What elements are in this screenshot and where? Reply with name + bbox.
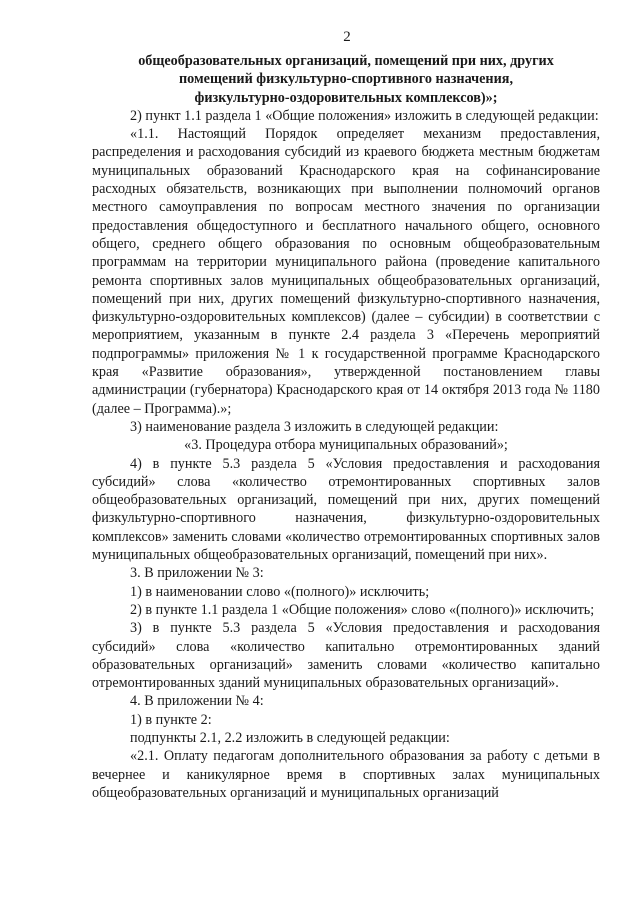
heading-line: помещений физкультурно-спортивного назначения, xyxy=(179,71,513,88)
paragraph-quote-1-1: «1.1. Настоящий Порядок определяет механизм предоставления, распределения и расходования субсидий из краевого бюджета местным бюджетам муниципальных образований Краснодарского края на софинансирование расходных обязательств, возникающих при выполнении полномочий органов местного самоуправления по вопросам местного значения по организации предоставления общедоступного и бесплатного начального общего, основного общего, среднего общего образования по основным общеобразовательным программам на территории муниципального района (проведение капитального ремонта спортивных залов муниципальных общеобразовательных организаций, помещений при них, других помещений физкультурно-спортивного назначения, физкультурно-оздоровительных комплексов) (далее – субсидии) в соответствии с мероприятием, указанным в пункте 2.4 раздела 3 «Перечень мероприятий подпрограммы» приложения № 1 к государственной программе Краснодарского края «Развитие образования», утвержденной постановлением главы администрации (губернатора) Краснодарского края от 14 октября 2013 года № 1180 (далее – Программа).»; xyxy=(92,126,600,417)
paragraph-appendix-3: 3. В приложении № 3: xyxy=(130,565,264,582)
page-number: 2 xyxy=(343,29,351,45)
heading-line: физкультурно-оздоровительных комплексов)»; xyxy=(194,89,498,106)
paragraph-appendix-3-item-2: 2) в пункте 1.1 раздела 1 «Общие положения» слово «(полного)» исключить; xyxy=(130,601,595,618)
document-page xyxy=(92,28,600,802)
paragraph-subitems: подпункты 2.1, 2.2 изложить в следующей редакции: xyxy=(130,729,450,746)
paragraph-appendix-4-item-1: 1) в пункте 2: xyxy=(130,711,212,728)
paragraph-item-3: 3) наименование раздела 3 изложить в следующей редакции: xyxy=(130,418,499,435)
paragraph-appendix-4: 4. В приложении № 4: xyxy=(130,693,264,710)
paragraph-quote-2-1: «2.1. Оплату педагогам дополнительного образования за работу с детьми в вечернее и каникулярное время в спортивных залах муниципальных общеобразовательных организаций и муниципальных организаций xyxy=(92,748,600,801)
body-text xyxy=(92,107,600,802)
paragraph-item-2: 2) пункт 1.1 раздела 1 «Общие положения» изложить в следующей редакции: xyxy=(130,107,599,124)
heading-block xyxy=(92,52,600,107)
paragraph-section-3-title: «3. Процедура отбора муниципальных образований»; xyxy=(184,437,508,454)
paragraph-appendix-3-item-1: 1) в наименовании слово «(полного)» исключить; xyxy=(130,583,430,600)
paragraph-item-4: 4) в пункте 5.3 раздела 5 «Условия предоставления и расходования субсидий» слова «количество отремонтированных спортивных залов общеобразовательных организаций, помещений при них, других помещений физкультурно-спортивного назначения, физкультурно-оздоровительных комплексов» заменить словами «количество отремонтированных спортивных залов муниципальных общеобразовательных организаций, помещений при них». xyxy=(92,455,600,564)
paragraph-appendix-3-item-3: 3) в пункте 5.3 раздела 5 «Условия предоставления и расходования субсидий» слова «количество капитально отремонтированных зданий образовательных организаций» заменить словами «количество капитально отремонтированных зданий муниципальных образовательных организаций». xyxy=(92,620,600,692)
heading-line: общеобразовательных организаций, помещений при них, других xyxy=(138,53,554,69)
